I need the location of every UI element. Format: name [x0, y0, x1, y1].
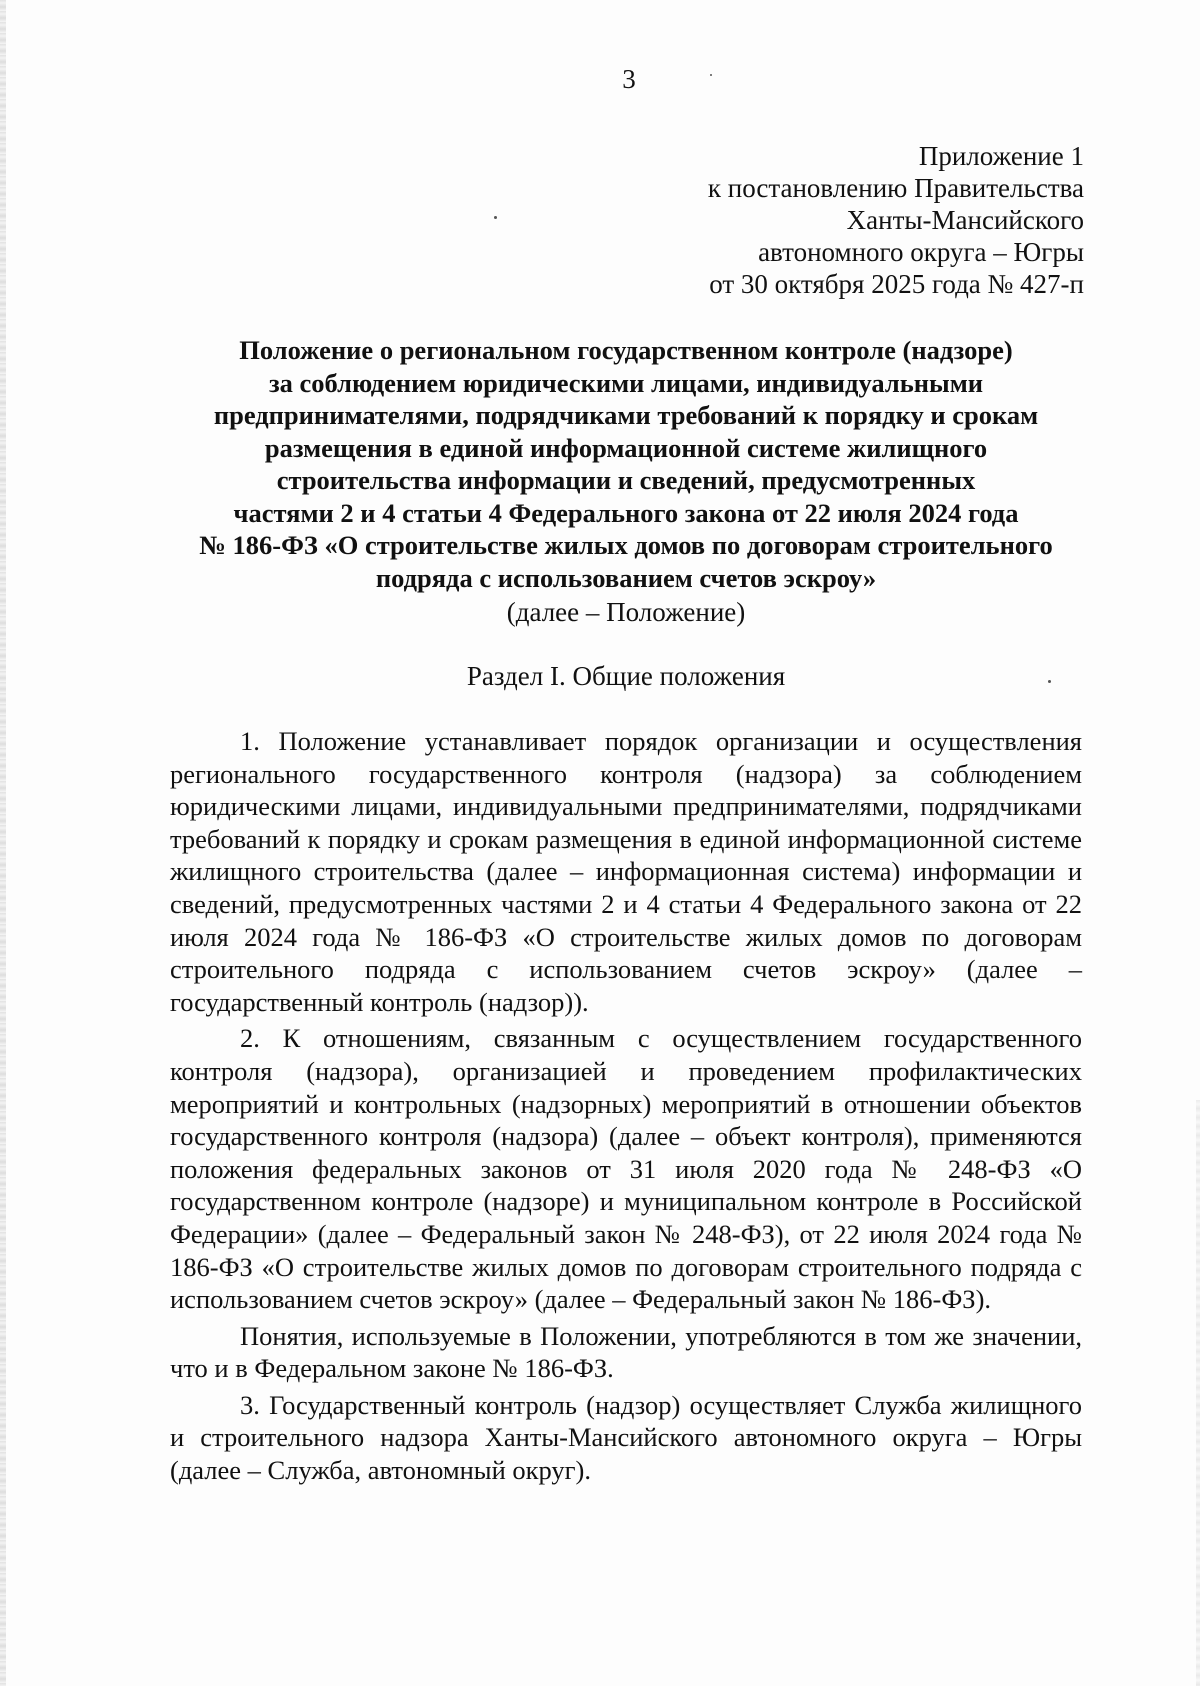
title-line: № 186-ФЗ «О строительстве жилых домов по договорам строительного — [199, 530, 1053, 560]
appendix-block — [708, 140, 1084, 300]
scan-speck — [1048, 680, 1051, 683]
title-line: частями 2 и 4 статьи 4 Федерального закона от 22 июля 2024 года — [233, 497, 1019, 528]
paragraph: Понятия, используемые в Положении, употребляются в том же значении, что и в Федеральном законе № 186-ФЗ. — [170, 1320, 1082, 1384]
scan-edge-right — [1196, 1100, 1200, 1686]
appendix-line: от 30 октября 2025 года № 427-п — [709, 269, 1084, 299]
title-line: за соблюдением юридическими лицами, индивидуальными — [268, 367, 984, 398]
title-line: строительства информации и сведений, предусмотренных — [276, 465, 976, 495]
paragraph: 3. Государственный контроль (надзор) осуществляет Служба жилищного и строительного надзора Ханты-Мансийского автономного округа – Югры (далее – Служба, автономный округ). — [170, 1389, 1082, 1486]
scan-speck — [710, 74, 712, 76]
body-text — [170, 725, 1082, 1487]
scan-speck — [494, 216, 497, 219]
title-line: размещения в единой информационной системе жилищного — [264, 432, 988, 463]
scan-edge-left — [0, 0, 6, 1686]
appendix-line: Ханты-Мансийского — [846, 205, 1084, 235]
title-line: предпринимателями, подрядчиками требований к порядку и срокам — [213, 400, 1039, 430]
title-line: Положение о региональном государственном контроле (надзоре) — [239, 335, 1013, 365]
paragraph: 2. К отношениям, связанным с осуществлением государственного контроля (надзора), организацией и проведением профилактических мероприятий и контрольных (надзорных) мероприятий в отношении объектов государственного контроля (надзора) (далее – объект контроля), применяются положения федеральных законов от 31 июля 2020 года № 248-ФЗ «О государственном контроле (надзоре) и муниципальном контроле в Российской Федерации» (далее – Федеральный закон № 248-ФЗ), от 22 июля 2024 года № 186-ФЗ «О строительстве жилых домов по договорам строительного подряда с использованием счетов эскроу» (далее – Федеральный закон № 186-ФЗ). — [170, 1023, 1082, 1315]
title-line: подряда с использованием счетов эскроу» — [375, 562, 877, 593]
appendix-line: автономного округа – Югры — [758, 237, 1084, 267]
section-heading: Раздел I. Общие положения — [466, 661, 786, 691]
document-title — [168, 334, 1084, 594]
title-subtitle: (далее – Положение) — [506, 597, 746, 627]
paragraph: 1. Положение устанавливает порядок организации и осуществления регионального государственного контроля (надзора) за соблюдением юридическими лицами, индивидуальными предпринимателями, подрядчиками требований к порядку и срокам размещения в единой информационной системе жилищного строительства (далее – информационная система) информации и сведений, предусмотренных частями 2 и 4 статьи 4 Федерального закона от 22 июля 2024 года № 186-ФЗ «О строительстве жилых домов по договорам строительного подряда с использованием счетов эскроу» (далее – государственный контроль (надзор)). — [170, 726, 1082, 1017]
appendix-line: Приложение 1 — [918, 141, 1084, 171]
appendix-line: к постановлению Правительства — [707, 173, 1084, 203]
page-number: 3 — [622, 64, 636, 94]
